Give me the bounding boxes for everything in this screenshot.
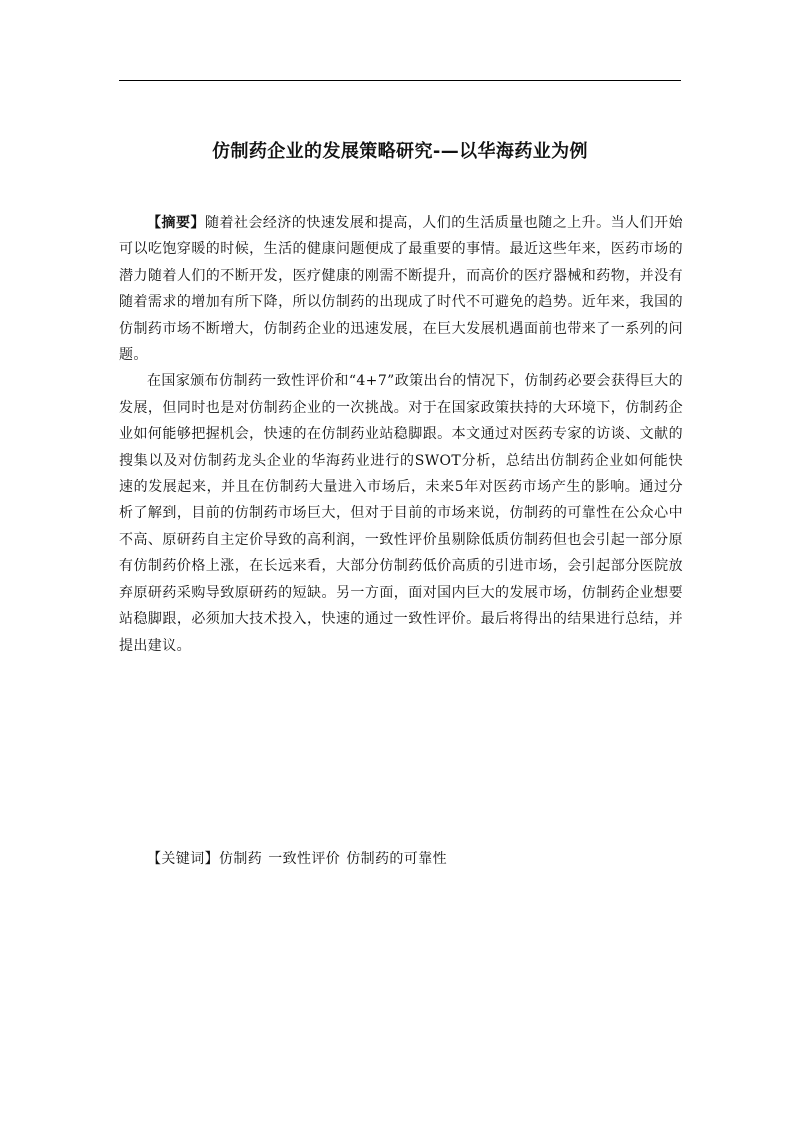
abstract-paragraph-1-text: 随着社会经济的快速发展和提高，人们的生活质量也随之上升。当人们开始可以吃饱穿暖的时候，生活的健康问题便成了最重要的事情。最近这些年来，医药市场的潜力随着人们的不断开发，医疗健康的刚需不断提升，而高价的医疗器械和药物，并没有随着需求的增加有所下降，所以仿制药的出现成了时代不可避免的趋势。近年来，我国的仿制药市场不断增大，仿制药企业的迅速发展，在巨大发展机遇面前也带来了一系列的问题。 xyxy=(119,215,683,364)
keywords-section xyxy=(147,846,667,872)
abstract-paragraph-2: 在国家颁布仿制药一致性评价和“4+7”政策出台的情况下，仿制药必要会获得巨大的发展，但同时也是对仿制药企业的一次挑战。对于在国家政策扶持的大环境下，仿制药企业如何能够把握机会，快速的在仿制药业站稳脚跟。本文通过对医药专家的访谈、文献的搜集以及对仿制药龙头企业的华海药业进行的SWOT分析，总结出仿制药企业如何能快速的发展起来，并且在仿制药大量进入市场后，未来5年对医药市场产生的影响。通过分析了解到，目前的仿制药市场巨大，但对于目前的市场来说，仿制药的可靠性在公众心中不高、原研药自主定价导致的高利润，一致性评价虽剔除低质仿制药但也会引起一部分原有仿制药价格上涨，在长远来看，大部分仿制药低价高质的引进市场，会引起部分医院放弃原研药采购导致原研药的短缺。另一方面，面对国内巨大的发展市场，仿制药企业想要站稳脚跟，必须加大技术投入，快速的通过一致性评价。最后将得出的结果进行总结，并提出建议。 xyxy=(119,373,683,654)
abstract-paragraph-1 xyxy=(119,210,683,368)
keywords-label: 【关键词】 xyxy=(147,851,219,867)
keyword-item: 仿制药 xyxy=(219,851,263,867)
abstract-label: 【摘要】 xyxy=(147,215,205,231)
keyword-item: 仿制药的可靠性 xyxy=(346,851,448,867)
keyword-item: 一致性评价 xyxy=(268,851,341,867)
header-rule xyxy=(119,80,681,81)
abstract-section xyxy=(119,210,683,659)
paper-title: 仿制药企业的发展策略研究-—以华海药业为例 xyxy=(212,141,588,163)
